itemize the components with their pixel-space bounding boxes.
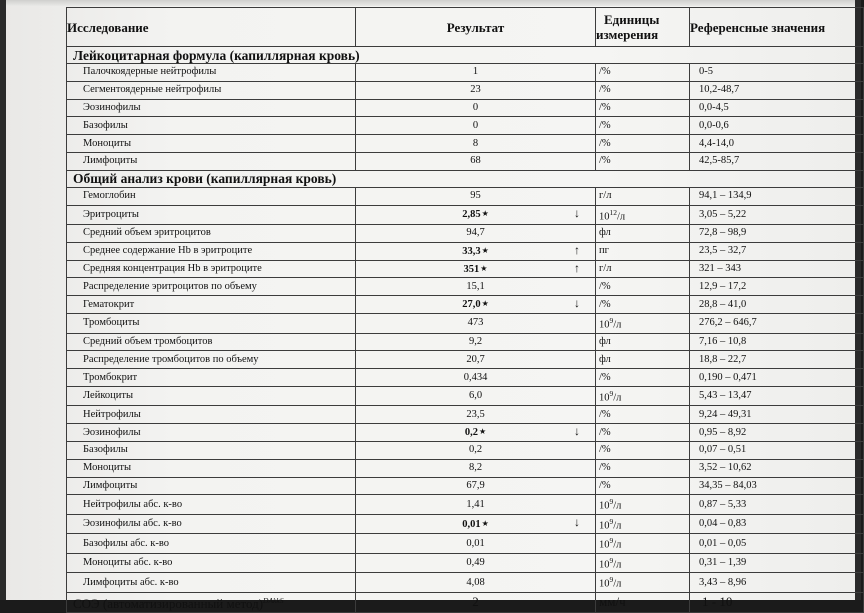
unit-cell [596, 514, 690, 534]
result-cell [356, 406, 596, 424]
test-name: Тромбокрит [67, 369, 356, 387]
abnormal-arrow-icon: ↓ [574, 296, 580, 311]
abnormal-star-icon: ★ [481, 245, 489, 255]
reference-range: 0,95 – 8,92 [690, 424, 864, 442]
unit-cell [596, 152, 690, 170]
reference-range: 9,24 – 49,31 [690, 406, 864, 424]
unit-text: фл [599, 335, 611, 347]
lab-results-table [66, 7, 864, 613]
unit-tail: /л [617, 211, 626, 223]
result-cell [356, 152, 596, 170]
unit-base: 10 [599, 539, 610, 551]
table-row [67, 135, 864, 153]
reference-range: 0,07 – 0,51 [690, 442, 864, 460]
section-header-row [67, 47, 864, 64]
unit-cell [596, 135, 690, 153]
test-name: Базофилы [67, 117, 356, 135]
abnormal-star-icon: ★ [481, 209, 489, 219]
unit-cell [596, 314, 690, 334]
abnormal-star-icon: ★ [478, 427, 487, 437]
table-row [67, 260, 864, 278]
result-cell [356, 514, 596, 534]
section-title: Общий анализ крови (капиллярная кровь) [67, 170, 864, 187]
result-value: 351 [463, 263, 480, 275]
esr-reference: 1 - 10 [690, 592, 864, 612]
result-cell [356, 260, 596, 278]
unit-tail: /л [613, 578, 622, 590]
result-cell [356, 553, 596, 573]
result-value: 2,85 [462, 209, 481, 221]
reference-range: 72,8 – 98,9 [690, 225, 864, 243]
table-row [67, 225, 864, 243]
test-name: Средний объем эритроцитов [67, 225, 356, 243]
result-cell [356, 81, 596, 99]
result-value: 0 [472, 119, 479, 131]
result-cell [356, 296, 596, 314]
reference-range: 5,43 – 13,47 [690, 386, 864, 406]
result-value: 0,01 [466, 537, 485, 549]
table-row [67, 278, 864, 296]
abnormal-arrow-icon: ↓ [574, 205, 580, 220]
unit-tail: /л [613, 539, 622, 551]
test-name: Лимфоциты [67, 152, 356, 170]
test-name: Распределение тромбоцитов по объему [67, 351, 356, 369]
reference-range: 0,0-4,5 [690, 99, 864, 117]
reference-range: 23,5 – 32,7 [690, 242, 864, 260]
header-units-line2: измерения [596, 27, 659, 42]
unit-base: 10 [599, 500, 610, 512]
abnormal-arrow-icon: ↑ [574, 242, 580, 257]
test-name: Нейтрофилы [67, 406, 356, 424]
test-name: Лимфоциты абс. к-во [67, 573, 356, 593]
unit-cell [596, 64, 690, 82]
unit-cell [596, 477, 690, 495]
unit-cell [596, 573, 690, 593]
result-value: 0,49 [466, 557, 485, 569]
table-row [67, 314, 864, 334]
esr-unit: мм/ч [596, 592, 690, 612]
table-row [67, 477, 864, 495]
unit-cell [596, 369, 690, 387]
result-cell [356, 573, 596, 593]
unit-text: /% [599, 426, 611, 438]
result-cell [356, 205, 596, 225]
test-name: Эритроциты [67, 205, 356, 225]
reference-range: 7,16 – 10,8 [690, 333, 864, 351]
result-value: 95 [470, 190, 481, 202]
unit-text: фл [599, 353, 611, 365]
unit-exponent: 12 [609, 207, 617, 217]
reference-range: 276,2 – 646,7 [690, 314, 864, 334]
abnormal-star-icon: ★ [481, 299, 489, 309]
result-value: 6,0 [468, 390, 483, 402]
result-cell [356, 459, 596, 477]
result-cell [356, 369, 596, 387]
reference-range: 3,05 – 5,22 [690, 205, 864, 225]
table-row [67, 333, 864, 351]
table-row [67, 424, 864, 442]
table-row [67, 187, 864, 205]
unit-cell [596, 495, 690, 515]
page-top-edge [0, 0, 861, 6]
header-reference: Референсные значения [690, 8, 864, 47]
test-name: Гематокрит [67, 296, 356, 314]
result-value: 67,9 [466, 480, 485, 492]
test-name: Среднее содержание Hb в эритроците [67, 242, 356, 260]
test-name: Эозинофилы [67, 99, 356, 117]
test-name: Базофилы [67, 442, 356, 460]
reference-range: 42,5-85,7 [690, 152, 864, 170]
esr-result [356, 592, 596, 612]
result-value: 0,2 [468, 444, 483, 456]
result-value: 27,0 [462, 299, 481, 311]
unit-cell [596, 117, 690, 135]
table-row [67, 351, 864, 369]
abnormal-arrow-icon: ↑ [574, 260, 580, 275]
table-row [67, 81, 864, 99]
unit-tail: /л [613, 392, 622, 404]
result-value: 8,2 [468, 462, 483, 474]
unit-exponent: 9 [609, 316, 614, 326]
result-cell [356, 117, 596, 135]
result-value: 23 [470, 84, 481, 96]
unit-text: /% [599, 371, 611, 383]
unit-base: 10 [599, 520, 610, 532]
test-name: Распределение эритроцитов по объему [67, 278, 356, 296]
test-name: Эозинофилы абс. к-во [67, 514, 356, 534]
result-cell [356, 442, 596, 460]
result-cell [356, 477, 596, 495]
table-row [67, 553, 864, 573]
unit-text: /% [599, 119, 611, 131]
test-name: Моноциты [67, 459, 356, 477]
unit-cell [596, 278, 690, 296]
result-value: 15,1 [466, 280, 485, 292]
unit-cell [596, 386, 690, 406]
reference-range: 0-5 [690, 64, 864, 82]
reference-range: 0,04 – 0,83 [690, 514, 864, 534]
result-value: 1 [472, 66, 479, 78]
table-row [67, 495, 864, 515]
unit-base: 10 [599, 559, 610, 571]
unit-base: 10 [599, 392, 610, 404]
unit-cell [596, 225, 690, 243]
result-value: 0,434 [463, 371, 488, 383]
abnormal-star-icon: ★ [481, 518, 489, 528]
header-study: Исследование [67, 8, 356, 47]
unit-tail: /л [613, 559, 622, 571]
table-row [67, 296, 864, 314]
test-name: Моноциты [67, 135, 356, 153]
result-value: 473 [467, 317, 484, 329]
reference-range: 0,190 – 0,471 [690, 369, 864, 387]
unit-cell [596, 81, 690, 99]
unit-tail: /л [613, 500, 622, 512]
test-name: Палочкоядерные нейтрофилы [67, 64, 356, 82]
reference-range: 4,4-14,0 [690, 135, 864, 153]
test-name: Лейкоциты [67, 386, 356, 406]
unit-cell [596, 459, 690, 477]
unit-exponent: 9 [609, 497, 614, 507]
unit-cell [596, 442, 690, 460]
table-row [67, 64, 864, 82]
unit-text: г/л [599, 190, 612, 202]
reference-range: 10,2-48,7 [690, 81, 864, 99]
esr-name-cell [67, 592, 356, 612]
unit-text: /% [599, 137, 611, 149]
result-cell [356, 135, 596, 153]
unit-cell [596, 99, 690, 117]
test-name: Нейтрофилы абс. к-во [67, 495, 356, 515]
unit-tail: /л [613, 520, 622, 532]
unit-cell [596, 351, 690, 369]
table-row [67, 369, 864, 387]
reference-range: 0,01 – 0,05 [690, 534, 864, 554]
unit-text: /% [599, 66, 611, 78]
table-row [67, 534, 864, 554]
result-cell [356, 64, 596, 82]
unit-exponent: 9 [609, 536, 614, 546]
reference-range: 321 – 343 [690, 260, 864, 278]
esr-accreditation-mark: DAkkS [263, 595, 284, 605]
result-cell [356, 333, 596, 351]
unit-cell [596, 534, 690, 554]
unit-cell [596, 296, 690, 314]
table-row [67, 117, 864, 135]
test-name: Средний объем тромбоцитов [67, 333, 356, 351]
unit-cell [596, 406, 690, 424]
reference-range: 3,52 – 10,62 [690, 459, 864, 477]
result-value: 20,7 [466, 353, 485, 365]
result-cell [356, 351, 596, 369]
result-cell [356, 386, 596, 406]
unit-base: 10 [599, 211, 610, 223]
table-row [67, 99, 864, 117]
abnormal-arrow-icon: ↓ [574, 424, 580, 439]
abnormal-star-icon: ★ [480, 263, 488, 273]
result-cell [356, 278, 596, 296]
result-value: 33,3 [462, 245, 481, 257]
unit-base: 10 [599, 319, 610, 331]
unit-text: /% [599, 462, 611, 474]
unit-text: /% [599, 155, 611, 167]
unit-text: пг [599, 245, 609, 257]
esr-name: СОЭ (автоматизированный метод) [73, 595, 264, 611]
table-row [67, 205, 864, 225]
reference-range: 34,35 – 84,03 [690, 477, 864, 495]
table-row [67, 406, 864, 424]
header-units-line1: Единицы [604, 12, 660, 27]
result-cell [356, 225, 596, 243]
result-cell [356, 187, 596, 205]
table-row [67, 442, 864, 460]
table-header-row [67, 8, 864, 47]
unit-text: /% [599, 280, 611, 292]
result-cell [356, 99, 596, 117]
unit-text: /% [599, 480, 611, 492]
esr-value: 2 [472, 594, 479, 610]
unit-cell [596, 260, 690, 278]
result-value: 4,08 [466, 576, 485, 588]
result-value: 8 [472, 137, 479, 149]
section-title: Лейкоцитарная формула (капиллярная кровь) [67, 47, 864, 64]
test-name: Лимфоциты [67, 477, 356, 495]
result-value: 68 [470, 155, 481, 167]
reference-range: 3,43 – 8,96 [690, 573, 864, 593]
unit-text: /% [599, 408, 611, 420]
unit-exponent: 9 [609, 388, 614, 398]
reference-range: 94,1 – 134,9 [690, 187, 864, 205]
test-name: Средняя концентрация Hb в эритроците [67, 260, 356, 278]
unit-tail: /л [613, 319, 622, 331]
unit-cell [596, 205, 690, 225]
unit-exponent: 9 [609, 575, 614, 585]
reference-range: 0,0-0,6 [690, 117, 864, 135]
result-value: 94,7 [466, 227, 485, 239]
test-name: Моноциты абс. к-во [67, 553, 356, 573]
section-header-row [67, 170, 864, 187]
unit-cell [596, 333, 690, 351]
table-row [67, 514, 864, 534]
result-value: 0 [472, 101, 479, 113]
result-value: 0,01 [462, 518, 481, 530]
unit-base: 10 [599, 578, 610, 590]
header-result: Результат [356, 8, 596, 47]
unit-text: г/л [599, 263, 612, 275]
unit-text: /% [599, 444, 611, 456]
table-row [67, 152, 864, 170]
test-name: Тромбоциты [67, 314, 356, 334]
unit-cell [596, 187, 690, 205]
table-row [67, 386, 864, 406]
result-value: 9,2 [468, 335, 483, 347]
table-row [67, 242, 864, 260]
test-name: Эозинофилы [67, 424, 356, 442]
table-row [67, 459, 864, 477]
unit-text: /% [599, 84, 611, 96]
result-cell [356, 242, 596, 260]
result-cell [356, 314, 596, 334]
table-row [67, 573, 864, 593]
unit-text: фл [599, 227, 611, 239]
unit-exponent: 9 [609, 516, 614, 526]
esr-row [67, 592, 864, 612]
unit-text: /% [599, 101, 611, 113]
unit-cell [596, 553, 690, 573]
reference-range: 0,87 – 5,33 [690, 495, 864, 515]
result-value: 1,41 [466, 498, 485, 510]
result-cell [356, 495, 596, 515]
reference-range: 18,8 – 22,7 [690, 351, 864, 369]
test-name: Базофилы абс. к-во [67, 534, 356, 554]
page-left-shadow [0, 0, 6, 600]
unit-cell [596, 242, 690, 260]
result-value: 0,2 [464, 427, 478, 439]
reference-range: 0,31 – 1,39 [690, 553, 864, 573]
reference-range: 28,8 – 41,0 [690, 296, 864, 314]
unit-cell [596, 424, 690, 442]
unit-text: /% [599, 298, 611, 310]
reference-range: 12,9 – 17,2 [690, 278, 864, 296]
result-cell [356, 534, 596, 554]
test-name: Гемоглобин [67, 187, 356, 205]
header-units [596, 8, 690, 47]
unit-exponent: 9 [609, 555, 614, 565]
abnormal-arrow-icon: ↓ [574, 514, 580, 529]
result-value: 23,5 [466, 408, 485, 420]
test-name: Сегментоядерные нейтрофилы [67, 81, 356, 99]
result-cell [356, 424, 596, 442]
